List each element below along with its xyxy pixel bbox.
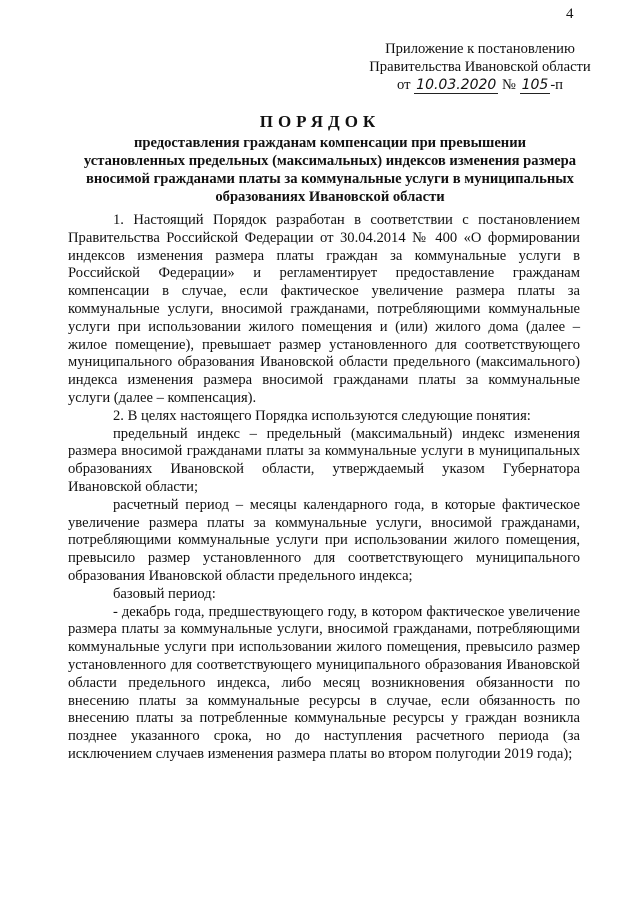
header-line-3 — [330, 76, 630, 94]
document-body — [68, 212, 580, 764]
paragraph-1: 1. Настоящий Порядок разработан в соответствии с постановлением Правительства Российской Федерации от 30.04.2014 № 400 «О формировании индексов изменения размера платы граждан за коммунальные услуги в Российской Федерации» и регламентирует предоставление гражданам компенсации в случае, если фактическое увеличение размера платы за коммунальные услуги, вносимой гражданами, потребляющими коммунальные услуги при использовании жилого помещения и (или) жилого дома (далее – жилое помещение), превышает размер установленного для соответствующего муниципального образования Ивановской области предельного (максимального) индекса изменения размера вносимой гражданами платы за коммунальные услуги (далее – компенсация). — [68, 212, 580, 406]
handwritten-date: 10.03.2020 — [416, 77, 497, 93]
header-line-1: Приложение к постановлению — [385, 41, 575, 57]
document-subtitle: предоставления гражданам компенсации при превышении установленных предельных (максимальных) индексов изменения размера вносимой гражданами платы за коммунальные услуги в муниципальных образованиях Ивановской области — [83, 135, 577, 205]
document-title: ПОРЯДОК — [259, 112, 381, 131]
header-line-2: Правительства Ивановской области — [369, 59, 591, 75]
paragraph-4: расчетный период – месяцы календарного года, в которые фактическое увеличение размера платы за коммунальные услуги, вносимой гражданами, потребляющими коммунальные услуги при использовании жилого помещения, превысило размер установленного для соответствующего муниципального образования Ивановской области предельного индекса; — [68, 496, 580, 584]
number-label: № — [501, 77, 516, 93]
page-number: 4 — [566, 6, 574, 22]
document-header — [330, 40, 630, 94]
paragraph-6: - декабрь года, предшествующего году, в котором фактическое увеличение размера платы за коммунальные услуги, вносимой гражданами, потребляющими коммунальные услуги при использовании жилого помещения, превысило размер установленного для соответствующего муниципального образования Ивановской области предельного индекса, либо месяц возникновения обязанности по внесению платы за коммунальные ресурсы в случае, если обязанность по внесению платы за потребленные коммунальные ресурсы у граждан возникла позднее указанного срока, но до наступления расчетного периода (за исключением случаев изменения размера платы во втором полугодии 2019 года); — [68, 603, 580, 762]
handwritten-number: 105 — [521, 77, 549, 93]
paragraph-5: базовый период: — [113, 585, 216, 602]
from-label: от — [397, 77, 411, 93]
paragraph-2: 2. В целях настоящего Порядка используются следующие понятия: — [113, 407, 531, 424]
paragraph-3: предельный индекс – предельный (максимальный) индекс изменения размера вносимой гражданами платы за коммунальные услуги в муниципальных образованиях Ивановской области, утверждаемый указом Губернатора Ивановской области; — [68, 425, 580, 495]
number-suffix: -п — [550, 77, 563, 93]
